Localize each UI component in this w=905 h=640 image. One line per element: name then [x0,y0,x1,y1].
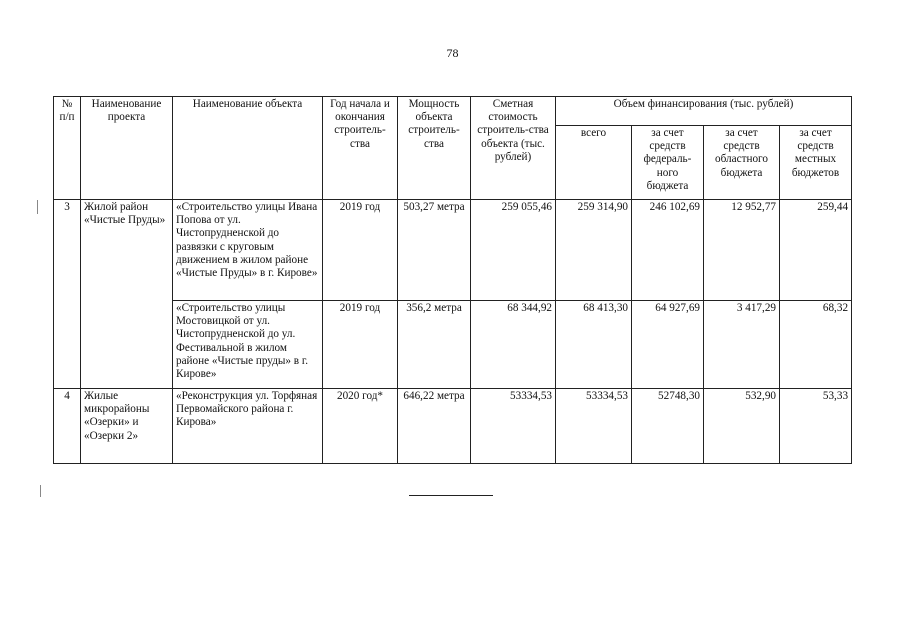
row-year: 2019 год [323,200,398,301]
row-total: 259 314,90 [556,200,632,301]
header-project: Наименование проекта [81,97,173,200]
row-cost: 53334,53 [471,389,556,464]
page-number: 78 [446,46,459,60]
header-capacity: Мощность объекта строитель-ства [398,97,471,200]
header-year: Год начала и окончания строитель-ства [323,97,398,200]
row-project: Жилой район «Чистые Пруды» [81,200,173,389]
closing-rule [409,495,493,496]
header-object: Наименование объекта [173,97,323,200]
row-project: Жилые микрорайоны «Озерки» и «Озерки 2» [81,389,173,464]
row-capacity: 503,27 метра [398,200,471,301]
header-local: за счет средств местных бюджетов [780,126,852,200]
header-total: всего [556,126,632,200]
row-local: 68,32 [780,301,852,389]
scan-margin-mark [40,485,41,497]
row-federal: 64 927,69 [632,301,704,389]
row-capacity: 646,22 метра [398,389,471,464]
row-federal: 52748,30 [632,389,704,464]
header-federal: за счет средств федераль-ного бюджета [632,126,704,200]
row-capacity: 356,2 метра [398,301,471,389]
row-year: 2019 год [323,301,398,389]
row-regional: 532,90 [704,389,780,464]
row-cost: 68 344,92 [471,301,556,389]
row-year: 2020 год* [323,389,398,464]
row-local: 259,44 [780,200,852,301]
header-regional: за счет средств областного бюджета [704,126,780,200]
header-financing: Объем финансирования (тыс. рублей) [556,97,852,126]
row-cost: 259 055,46 [471,200,556,301]
table-row [54,389,852,464]
table-row [54,200,852,301]
header-cost: Сметная стоимость строитель-ства объекта (тыс. рублей) [471,97,556,200]
row-object: «Строительство улицы Ивана Попова от ул. Чистопрудненской до развязки с круговым движением в жилом районе «Чистые Пруды» в г. Кирове» [173,200,323,301]
row-regional: 3 417,29 [704,301,780,389]
financing-table [53,96,852,464]
row-total: 68 413,30 [556,301,632,389]
row-object: «Реконструкция ул. Торфяная Первомайского района г. Кирова» [173,389,323,464]
row-num: 4 [54,389,81,464]
row-federal: 246 102,69 [632,200,704,301]
table-row [54,301,852,389]
row-total: 53334,53 [556,389,632,464]
scan-margin-mark [37,200,38,214]
header-row-1 [54,97,852,126]
row-local: 53,33 [780,389,852,464]
row-object: «Строительство улицы Мостовицкой от ул. Чистопрудненской до ул. Фестивальной в жилом районе «Чистые пруды» в г. Кирове» [173,301,323,389]
row-num: 3 [54,200,81,389]
header-num: № п/п [54,97,81,200]
row-regional: 12 952,77 [704,200,780,301]
